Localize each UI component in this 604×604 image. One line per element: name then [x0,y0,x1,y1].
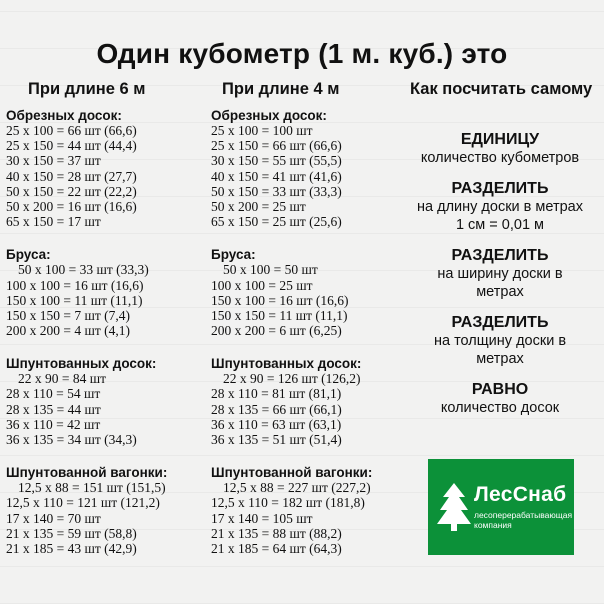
howto-steps [395,130,604,429]
col6-header: При длине 6 м [28,80,146,98]
list-item: 25 x 150 = 44 шт (44,4) [6,138,137,154]
tree-icon [436,481,472,533]
list-item: 36 x 135 = 34 шт (34,3) [6,432,137,447]
list-item: 50 x 100 = 33 шт (33,3) [18,262,149,278]
step-text: количество досок [440,400,560,416]
step-heading: ЕДИНИЦУ [460,131,540,148]
list-item: 36 x 110 = 63 шт (63,1) [211,416,342,432]
howto-step [395,246,604,301]
list-item: 21 x 135 = 88 шт (88,2) [211,525,342,541]
list-item: 28 x 135 = 44 шт [6,401,101,417]
list-item: 12,5 x 110 = 121 шт (121,2) [6,495,160,511]
step-text: на ширину доски в [437,266,563,282]
list-item: 21 x 185 = 64 шт (64,3) [211,540,342,556]
list-item: 17 x 140 = 105 шт [211,510,313,526]
list-item: 150 x 100 = 11 шт (11,1) [6,292,143,308]
list-item: 21 x 185 = 43 шт (42,9) [6,540,137,556]
list-item: 25 x 100 = 100 шт [211,123,313,138]
section-title: Шпунтованных досок: [6,356,157,372]
list-item: 150 x 150 = 11 шт (11,1) [211,307,348,323]
list-item: 22 x 90 = 84 шт [18,371,107,387]
list-item: 28 x 110 = 81 шт (81,1) [211,386,342,402]
list-item: 12,5 x 88 = 151 шт (151,5) [18,480,166,496]
company-logo [428,459,574,555]
step-text: на толщину доски в [433,333,567,349]
howto-step [395,179,604,234]
logo-subtitle: лесоперерабатывающая компания [474,510,573,530]
list-item: 28 x 135 = 66 шт (66,1) [211,401,342,417]
list-item: 200 x 200 = 4 шт (4,1) [6,323,131,339]
step-text: количество кубометров [420,150,580,166]
list-item: 50 x 150 = 33 шт (33,3) [211,183,342,199]
list-item: 25 x 100 = 66 шт (66,6) [6,123,137,138]
list-item: 65 x 150 = 25 шт (25,6) [211,214,342,230]
list-item: 22 x 90 = 126 шт (126,2) [223,371,361,387]
howto-step [395,130,604,167]
step-text: 1 см = 0,01 м [455,217,545,233]
list-item: 150 x 150 = 7 шт (7,4) [6,307,131,323]
list-item: 50 x 100 = 50 шт [223,262,318,278]
howto-step [395,380,604,417]
page-title: Один кубометр (1 м. куб.) это [96,38,508,69]
section-title: Обрезных досок: [211,108,327,123]
logo-name: ЛесСнаб [474,483,567,506]
list-item: 150 x 100 = 16 шт (16,6) [211,292,349,308]
list-item: 40 x 150 = 28 шт (27,7) [6,168,137,184]
list-item: 50 x 150 = 22 шт (22,2) [6,183,137,199]
list-item: 40 x 150 = 41 шт (41,6) [211,168,342,184]
col4-list [211,108,411,556]
step-heading: РАЗДЕЛИТЬ [451,314,549,331]
section-title: Бруса: [211,247,256,263]
list-item: 17 x 140 = 70 шт [6,510,101,526]
list-item: 30 x 150 = 37 шт [6,153,101,169]
list-item: 65 x 150 = 17 шт [6,214,101,230]
step-heading: РАВНО [471,381,529,398]
list-item: 28 x 110 = 54 шт [6,386,101,402]
section-title: Шпунтованных досок: [211,356,362,372]
col6-list [6,108,206,556]
list-item: 50 x 200 = 16 шт (16,6) [6,198,137,214]
section-title: Шпунтованной вагонки: [211,465,373,481]
list-item: 21 x 135 = 59 шт (58,8) [6,525,137,541]
list-item: 36 x 135 = 51 шт (51,4) [211,432,342,447]
list-item: 36 x 110 = 42 шт [6,416,101,432]
step-text: метрах [476,284,524,300]
howto-header: Как посчитать самому [410,80,593,98]
col4-header: При длине 4 м [222,80,340,98]
step-heading: РАЗДЕЛИТЬ [451,247,549,264]
list-item: 200 x 200 = 6 шт (6,25) [211,323,342,339]
step-heading: РАЗДЕЛИТЬ [451,180,549,197]
list-item: 50 x 200 = 25 шт [211,198,306,214]
list-item: 12,5 x 88 = 227 шт (227,2) [223,480,371,496]
list-item: 30 x 150 = 55 шт (55,5) [211,153,342,169]
section-title: Шпунтованной вагонки: [6,465,168,481]
list-item: 100 x 100 = 16 шт (16,6) [6,277,144,293]
section-title: Обрезных досок: [6,108,122,123]
list-item: 100 x 100 = 25 шт [211,277,313,293]
howto-step [395,313,604,368]
section-title: Бруса: [6,247,51,263]
step-text: на длину доски в метрах [417,199,583,215]
step-text: метрах [476,351,524,367]
list-item: 12,5 x 110 = 182 шт (181,8) [211,495,365,511]
list-item: 25 x 150 = 66 шт (66,6) [211,138,342,154]
